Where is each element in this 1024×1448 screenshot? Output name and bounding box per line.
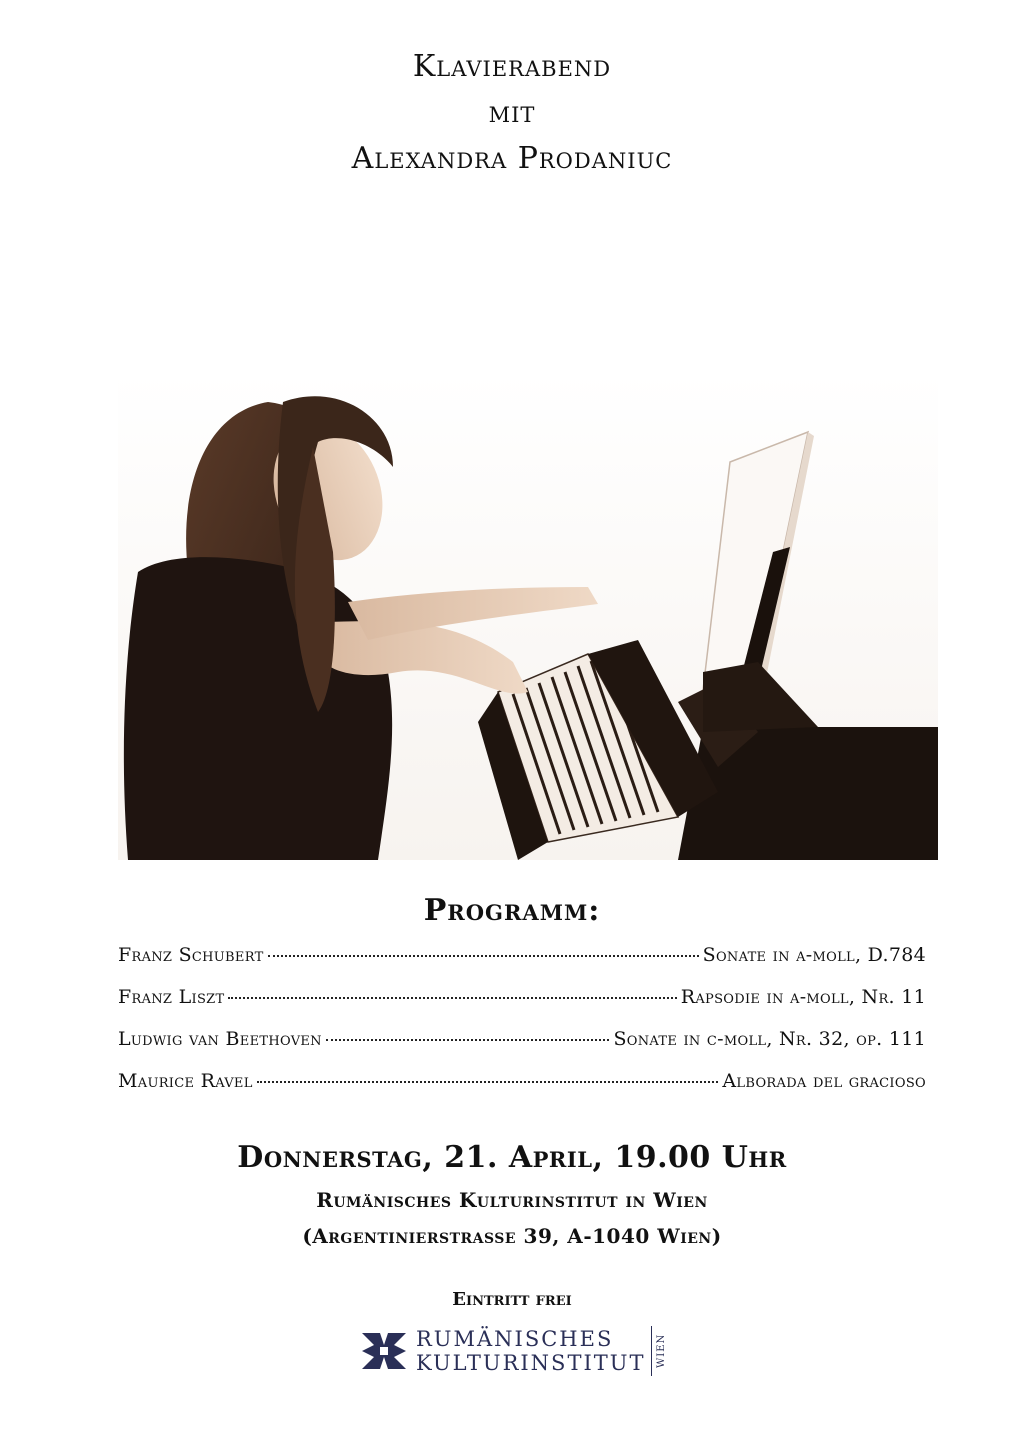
logo-divider bbox=[651, 1326, 652, 1376]
poster-title bbox=[0, 44, 1024, 182]
program-heading: Programm: bbox=[423, 893, 601, 928]
piece-title: Sonate in a-moll, D.784 bbox=[702, 944, 926, 966]
title-line-1: Klavierabend bbox=[412, 49, 612, 84]
event-venue: Rumänisches Kulturinstitut in Wien bbox=[316, 1188, 708, 1212]
piece-title: Rapsodie in a-moll, Nr. 11 bbox=[680, 986, 926, 1008]
pianist-photo bbox=[118, 372, 938, 860]
pianist-photo-illustration bbox=[118, 372, 938, 860]
title-line-3: Alexandra Prodaniuc bbox=[351, 141, 673, 176]
composer-name: Franz Liszt bbox=[118, 986, 225, 1008]
logo-wordmark bbox=[416, 1327, 645, 1375]
dot-leader bbox=[326, 1039, 610, 1041]
event-date-time: Donnerstag, 21. April, 19.00 Uhr bbox=[237, 1140, 787, 1175]
dot-leader bbox=[257, 1081, 719, 1083]
composer-name: Franz Schubert bbox=[118, 944, 264, 966]
dot-leader bbox=[268, 955, 699, 957]
composer-name: Ludwig van Beethoven bbox=[118, 1028, 322, 1050]
piece-title: Sonate in c-moll, Nr. 32, op. 111 bbox=[613, 1028, 926, 1050]
composer-name: Maurice Ravel bbox=[118, 1070, 253, 1092]
piece-title: Alborada del gracioso bbox=[722, 1070, 926, 1092]
logo-line-2: KULTURINSTITUT bbox=[416, 1351, 646, 1375]
institute-logo bbox=[360, 1326, 680, 1376]
event-address: (Argentinierstrasse 39, A-1040 Wien) bbox=[302, 1224, 722, 1248]
dot-leader bbox=[228, 997, 676, 999]
program-list bbox=[118, 944, 926, 1112]
logo-line-1: RUMÄNISCHES bbox=[416, 1327, 614, 1351]
title-line-2: mit bbox=[488, 95, 536, 130]
program-item bbox=[118, 986, 926, 1028]
program-item bbox=[118, 1070, 926, 1112]
entry-note: Eintritt frei bbox=[452, 1289, 572, 1310]
program-item bbox=[118, 944, 926, 986]
logo-city: WIEN bbox=[656, 1333, 668, 1369]
institute-logo-icon bbox=[360, 1327, 408, 1375]
program-item bbox=[118, 1028, 926, 1070]
